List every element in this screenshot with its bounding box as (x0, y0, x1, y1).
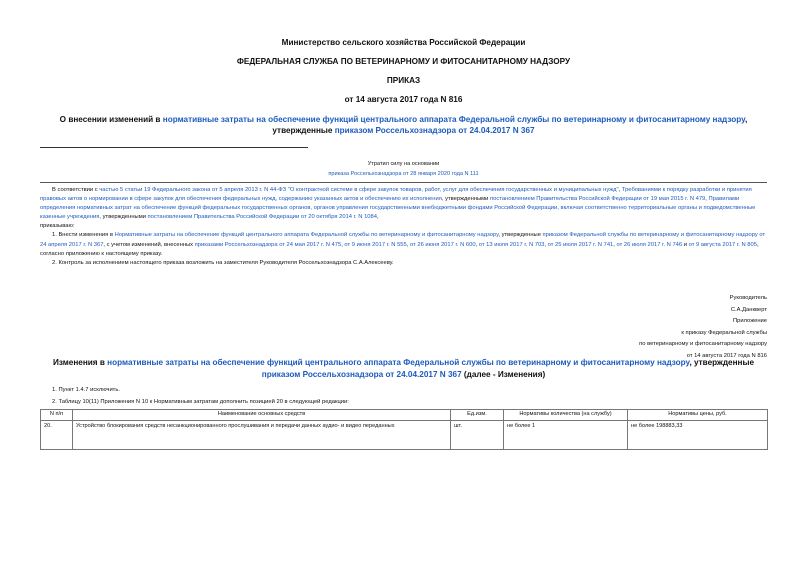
appendix-label: Приложение (732, 318, 767, 324)
changes-list (40, 385, 767, 408)
link-order-741[interactable]: от 25 июля 2017 г. N 741 (547, 241, 614, 248)
link-order-555[interactable]: от 9 июня 2017 г. N 555 (344, 241, 407, 248)
point-text: 1. Внести изменения в (52, 232, 115, 239)
point-text: , (341, 241, 345, 248)
preamble-text: В соответствии с (52, 187, 100, 193)
table-header-cell: Нормативы цены, руб. (628, 410, 768, 421)
table-cell: 20. (41, 421, 73, 450)
order-word: приказываю: (40, 223, 75, 230)
table-header-cell: Наименование основных средств (73, 410, 451, 421)
table-header-cell: Ед.изм. (451, 410, 504, 421)
table-cell: не более 198883,33 (628, 421, 768, 450)
table-row (41, 421, 768, 450)
link-decree-479[interactable]: постановлением Правительства Российской Федерации от 19 мая 2015 г. N 479 (489, 196, 706, 203)
lost-force-link[interactable]: приказа Россельхознадзора от 28 января 2020 года N 111 (328, 170, 479, 177)
change-item-1: 1. Пункт 1.4.7 исключить. (52, 387, 120, 393)
preamble-text: , (705, 196, 709, 203)
appendix-title-text: Изменения в (52, 358, 108, 367)
link-rules[interactable]: Правилами определения нормативных затрат на обеспечение функций федеральных государственных органов, органов управления государственными внебюджетными фондами Российской Федерации, включая соответственно территориальные органы и подведомственные казенные учреждения (40, 196, 756, 221)
appendix-title-text: , утвержденные (689, 358, 755, 367)
point-text: , с учетом изменений, внесенных (103, 241, 195, 248)
point-text: , (406, 241, 410, 248)
appendix-link-norms[interactable]: нормативные затраты на обеспечение функций центрального аппарата Федеральной службы по ветеринарному и фитосанитарному надзору (107, 358, 690, 367)
table-header-cell: Нормативы количества (на службу) (504, 410, 628, 421)
title-prefix: О внесении изменений в (59, 115, 163, 124)
change-item-2: 2. Таблицу 10(11) Приложения N 10 к Нормативным затратам дополнить позицией 20 в следующей редакции: (52, 398, 349, 405)
preamble-paragraph (40, 186, 767, 222)
point-text: и (682, 241, 689, 248)
link-order-367[interactable]: приказом Федеральной службы по ветеринарному и фитосанитарному надзору от 24 апреля 2017 г. N 367 (40, 232, 766, 248)
lost-force-label: Утратил силу на основании (367, 161, 440, 167)
divider-long (40, 182, 767, 183)
appendix-ref-line: от 14 августа 2017 года N 816 (686, 352, 767, 359)
service-name: ФЕДЕРАЛЬНАЯ СЛУЖБА ПО ВЕТЕРИНАРНОМУ И ФИТОСАНИТАРНОМУ НАДЗОРУ (236, 57, 571, 66)
link-norms[interactable]: Нормативные затраты на обеспечение функций центрального аппарата Федеральной службы по ветеринарному и фитосанитарному надзору (114, 232, 499, 239)
appendix-title (40, 357, 767, 381)
appendix-link-order[interactable]: приказом Россельхознадзора от 24.04.2017 N 367 (261, 370, 462, 379)
norms-table (40, 409, 768, 450)
title-middle: , утвержденные (272, 115, 748, 135)
preamble-text: , утвержденными (99, 214, 148, 221)
table-cell: шт. (451, 421, 504, 450)
doc-type: ПРИКАЗ (386, 76, 421, 85)
divider-short (40, 147, 308, 148)
doc-date-number: от 14 августа 2017 года N 816 (344, 95, 463, 104)
link-order-475[interactable]: приказами Россельхознадзора от 24 мая 2017 г. N 475 (194, 241, 342, 248)
preamble-text: , (618, 187, 622, 193)
link-decree-1084[interactable]: постановлением Правительства Российской Федерации от 20 октября 2014 г. N 1084 (147, 214, 377, 221)
preamble-text: , утвержденными (441, 196, 490, 203)
appendix-ref-line: к приказу Федеральной службы (681, 329, 767, 336)
table-header-cell: N п/п (41, 410, 73, 421)
point-text: , (544, 241, 548, 248)
table-cell: Устройство блокирования средств несанкционированного прослушивания и передачи данных аудио- и видео переданных (73, 421, 451, 450)
table-cell: не более 1 (504, 421, 628, 450)
appendix-title-text: (далее - Изменения) (461, 370, 546, 379)
point-text: , (613, 241, 617, 248)
appendix-ref-line: по ветеринарному и фитосанитарному надзору (639, 341, 767, 347)
lost-force-note (260, 160, 547, 179)
document-body (40, 186, 767, 268)
point-text: , согласно приложению к настоящему приказу. (40, 241, 759, 257)
signature-name: С.А.Данкверт (730, 306, 767, 313)
link-order-746[interactable]: от 26 июля 2017 г. N 746 (616, 241, 683, 248)
title-link-norms[interactable]: нормативные затраты на обеспечение функций центрального аппарата Федеральной службы по ветеринарному и фитосанитарному надзору (162, 115, 746, 124)
signature-position: Руководитель (729, 295, 767, 301)
preamble-text: , (376, 214, 379, 221)
link-44fz[interactable]: частью 5 статьи 19 Федерального закона от 5 апреля 2013 г. N 44-ФЗ "О контрактной системе в сфере закупок товаров, работ, услуг для обеспечения государственных и муниципальных нужд" (99, 187, 619, 193)
link-order-600[interactable]: от 26 июня 2017 г. N 600 (410, 241, 476, 248)
ministry-name: Министерство сельского хозяйства Российской Федерации (281, 38, 526, 47)
table-header-row (41, 410, 768, 421)
title-link-order[interactable]: приказом Россельхознадзора от 24.04.2017 N 367 (334, 126, 535, 135)
point-2: 2. Контроль за исполнением настоящего приказа возложить на заместителя Руководителя Россельхознадзора С.А.Алексееву. (52, 259, 394, 266)
link-order-805[interactable]: от 9 августа 2017 г. N 805 (688, 241, 757, 248)
point-text: , утвержденные (498, 232, 543, 239)
link-requirements[interactable]: Требованиями к порядку разработки и принятия правовых актов о нормировании в сфере закупок для обеспечения федеральных нужд, содержанию указанных актов и обеспечению их исполнения (40, 187, 752, 203)
point-1 (40, 231, 767, 258)
link-order-703[interactable]: от 13 июля 2017 г. N 703 (478, 241, 545, 248)
document-title (40, 114, 767, 136)
point-text: , (475, 241, 479, 248)
signature-block (639, 293, 767, 362)
